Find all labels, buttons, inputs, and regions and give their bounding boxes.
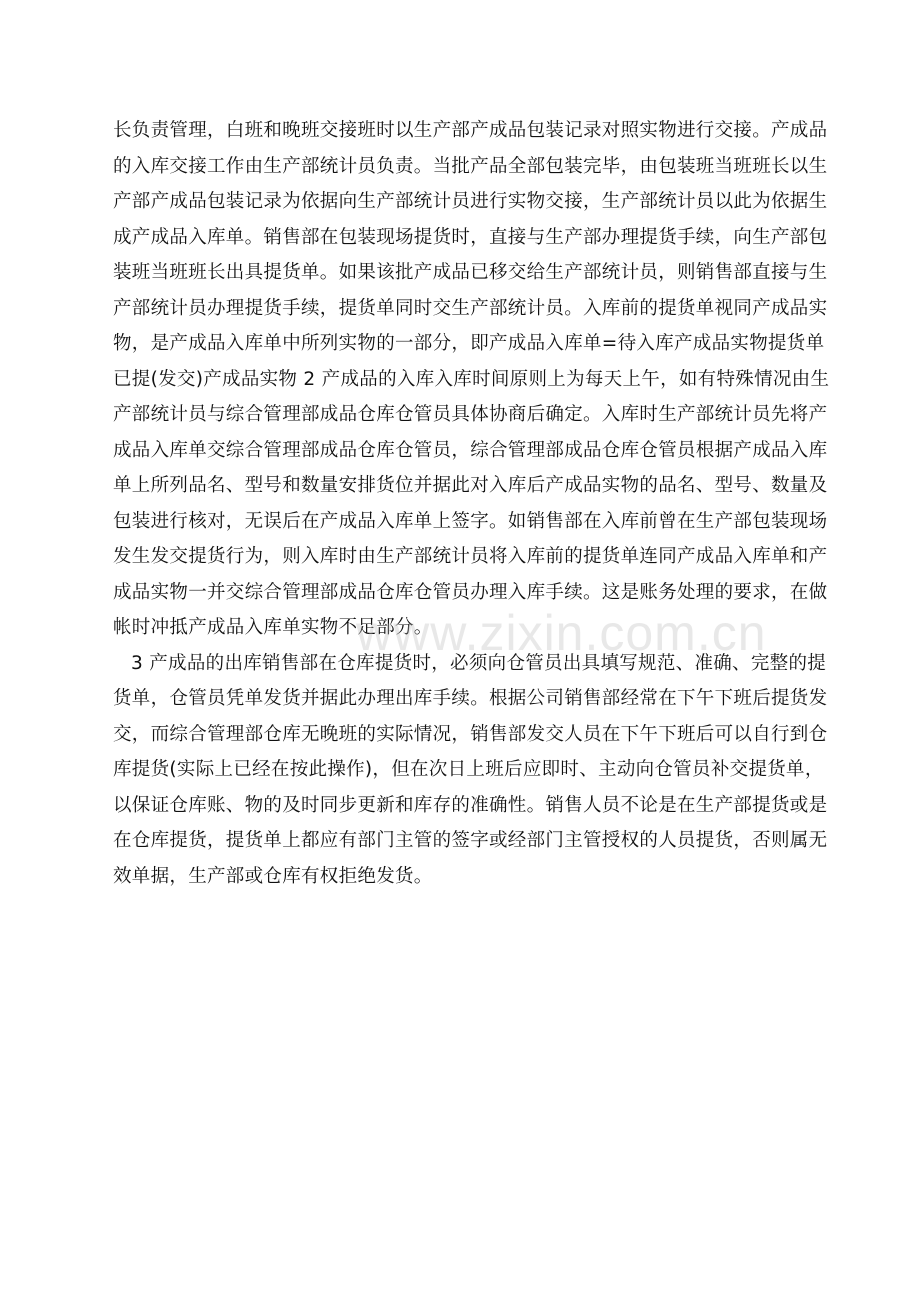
text-line: 交，而综合管理部仓库无晚班的实际情况，销售部发交人员在下午下班后可以自行到仓 [113, 723, 828, 745]
watermark: www.zixin.com.cn [356, 605, 767, 661]
text-line: 库提货(实际上已经在按此操作)，但在次日上班后应即时、主动向仓管员补交提货单， [113, 759, 824, 780]
text-line: 3 产成品的出库销售部在仓库提货时，必须向仓管员出具填写规范、准确、完整的提 [131, 652, 827, 674]
text-line: 效单据，生产部或仓库有权拒绝发货。 [113, 865, 433, 887]
text-line: 成产成品入库单。销售部在包装现场提货时，直接与生产部办理提货手续，向生产部包 [113, 226, 828, 248]
text-line: 帐时冲抵产成品入库单实物不足部分。 [113, 617, 433, 638]
text-line: 产部统计员办理提货手续，提货单同时交生产部统计员。入库前的提货单视同产成品实 [113, 297, 828, 319]
text-line: 在仓库提货，提货单上都应有部门主管的签字或经部门主管授权的人员提货，否则属无 [113, 830, 828, 851]
text-line: 已提(发交)产成品实物 2 产成品的入库入库时间原则上为每天上午，如有特殊情况由生 [113, 368, 830, 390]
text-line: 长负责管理，白班和晚班交接班时以生产部产成品包装记录对照实物进行交接。产成品 [113, 120, 828, 141]
text-line: 货单，仓管员凭单发货并据此办理出库手续。根据公司销售部经常在下午下班后提货发 [113, 688, 828, 709]
text-line: 单上所列品名、型号和数量安排货位并据此对入库后产成品实物的品名、型号、数量及 [113, 475, 828, 496]
text-line: 成品实物一并交综合管理部成品仓库仓管员办理入库手续。这是账务处理的要求，在做 [113, 581, 828, 603]
text-line: 成品入库单交综合管理部成品仓库仓管员，综合管理部成品仓库仓管员根据产成品入库 [113, 439, 828, 461]
text-line: 发生发交提货行为，则入库时由生产部统计员将入库前的提货单连同产成品入库单和产 [113, 546, 828, 567]
text-line: 以保证仓库账、物的及时同步更新和库存的准确性。销售人员不论是在生产部提货或是 [113, 794, 828, 816]
text-line: 物，是产成品入库单中所列实物的一部分，即产成品入库单=待入库产成品实物提货单 [113, 333, 825, 354]
text-line: 装班当班班长出具提货单。如果该批产成品已移交给生产部统计员，则销售部直接与生 [113, 262, 828, 283]
document-body [113, 113, 830, 894]
text-line: 的入库交接工作由生产部统计员负责。当批产品全部包装完毕，由包装班当班班长以生 [113, 155, 828, 177]
text-line: 产部产成品包装记录为依据向生产部统计员进行实物交接，生产部统计员以此为依据生 [113, 191, 828, 212]
text-line: 产部统计员与综合管理部成品仓库仓管员具体协商后确定。入库时生产部统计员先将产 [113, 404, 828, 425]
text-line: 包装进行核对，无误后在产成品入库单上签字。如销售部在入库前曾在生产部包装现场 [113, 510, 828, 532]
